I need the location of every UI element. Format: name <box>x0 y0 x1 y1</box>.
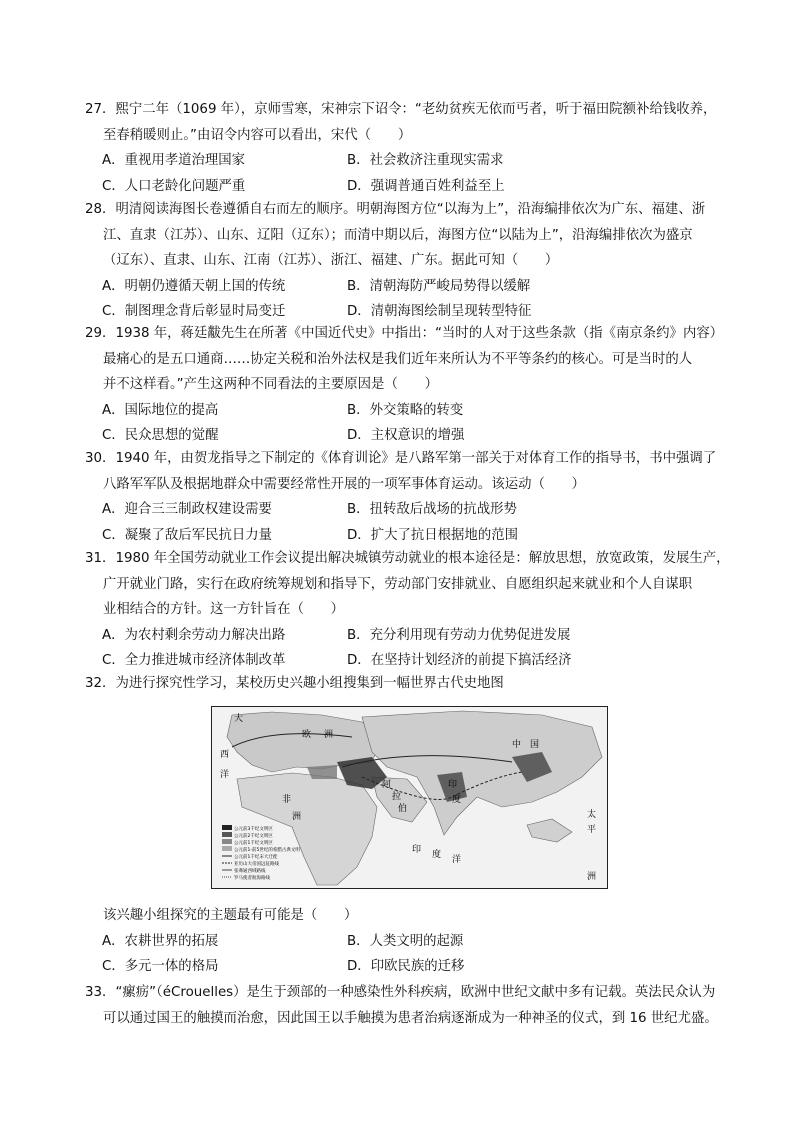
legend-swatch <box>222 839 232 844</box>
map-label: 国 <box>530 740 540 750</box>
legend-swatch <box>222 846 232 851</box>
question-number: 33． <box>85 985 116 1000</box>
question-stem-line: 并不这样看。”产生这两种不同看法的主要原因是（ ） <box>103 377 439 392</box>
option-c[interactable]: C．民众思想的觉醒 <box>102 428 219 443</box>
question-stem-line: 至春稍暖则止。”由诏令内容可以看出，宋代（ ） <box>103 127 412 143</box>
legend-item: 公元前3千纪文明区 <box>234 827 273 832</box>
question-stem-line: 明清阅读海图长卷遵循自右而左的顺序。明朝海图方位“以海为上”，沿海编排依次为广东、福建、浙 <box>115 202 706 217</box>
option-a[interactable]: A．迎合三三制政权建设需要 <box>102 502 272 517</box>
map-label: 洋 <box>452 855 462 865</box>
map-graphic <box>212 707 607 888</box>
map-label: 洲 <box>324 730 334 740</box>
map-label: 非 <box>282 795 292 805</box>
map-label: 中 <box>512 740 522 750</box>
question-30 <box>85 446 725 548</box>
map-label: 太 <box>587 810 597 820</box>
question-27 <box>85 97 725 199</box>
option-a[interactable]: A．重视用孝道治理国家 <box>102 153 246 168</box>
legend-item: 公元前1-前5世纪的希腊古典文明 <box>234 848 300 853</box>
map-label: 大 <box>234 714 244 724</box>
map-label: 伯 <box>398 804 408 814</box>
question-stem-line: 为进行探究性学习，某校历史兴趣小组搜集到一幅世界古代史地图 <box>115 676 504 691</box>
question-stem-line: 江、直隶（江苏）、山东、辽阳（辽东）；而清中期以后，海图方位“以陆为上”，沿海编排依次为盛京 <box>103 227 693 243</box>
question-number: 28． <box>85 202 116 217</box>
question-stem-line: 该兴趣小组探究的主题最有可能是（ ） <box>103 908 358 923</box>
option-d[interactable]: D．主权意识的增强 <box>347 428 465 443</box>
option-d[interactable]: D．清朝海图绘制呈现转型特征 <box>347 304 532 319</box>
options <box>85 274 725 325</box>
map-label: 印 <box>448 780 458 790</box>
question-stem-line: 八路军军队及根据地群众中需要经常性开展的一项军事体育运动。该运动（ ） <box>103 476 586 492</box>
map-label: 平 <box>587 825 597 835</box>
option-b[interactable]: B．外交策略的转变 <box>347 402 464 418</box>
legend-item: 公元前1千纪文明区 <box>234 841 273 846</box>
question-32 <box>85 671 725 697</box>
option-a[interactable]: A．明朝仍遵循天朝上国的传统 <box>102 278 286 294</box>
legend-item: 罗马使者航海路线 <box>234 876 270 881</box>
option-b[interactable]: B．社会救济注重现实需求 <box>347 153 504 168</box>
map-label: 西 <box>220 750 230 760</box>
options <box>85 929 725 980</box>
option-d[interactable]: D．扩大了抗日根据地的范围 <box>347 527 518 543</box>
question-stem-line: 1980 年全国劳动就业工作会议提出解决城镇劳动就业的根本途径是：解放思想，放宽政策，发展生产， <box>115 551 730 566</box>
option-b[interactable]: B．充分利用现有劳动力优势促进发展 <box>347 627 571 643</box>
civilization-zone-mediterranean <box>307 765 337 779</box>
question-stem-line: 可以通过国王的触摸而治愈，因此国王以手触摸为患者治病逐渐成为一种神圣的仪式，到 16 世纪尤盛。 <box>103 1010 718 1026</box>
question-33 <box>85 980 725 1031</box>
question-28 <box>85 197 725 325</box>
options <box>85 497 725 548</box>
options <box>85 623 725 674</box>
option-d[interactable]: D．在坚持计划经济的前提下搞活经济 <box>347 653 572 668</box>
option-d[interactable]: D．强调普通百姓利益至上 <box>347 178 505 194</box>
option-b[interactable]: B．清朝海防严峻局势得以缓解 <box>347 278 531 294</box>
option-a[interactable]: A．为农村剩余劳动力解决出路 <box>102 627 286 643</box>
map-label: 度 <box>432 850 442 860</box>
option-a[interactable]: A．农耕世界的拓展 <box>102 933 219 949</box>
question-stem-line: （辽东）、直隶、山东、江南（江苏）、浙江、福建、广东。据此可知（ ） <box>103 253 559 268</box>
question-number: 29． <box>85 326 116 341</box>
question-number: 31． <box>85 551 116 566</box>
question-stem-line: 1940 年，由贺龙指导之下制定的《体育训论》是八路军第一部关于对体育工作的指导书，书中强调了 <box>115 451 717 466</box>
map-label: 度 <box>452 795 462 805</box>
world-ancient-history-map <box>211 706 608 889</box>
question-stem-line: 最痛心的是五口通商……协定关税和治外法权是我们近年来所认为不平等条约的核心。可是当时的人 <box>103 351 693 367</box>
options <box>85 398 725 449</box>
option-a[interactable]: A．国际地位的提高 <box>102 402 219 418</box>
option-c[interactable]: C．全力推进城市经济体制改革 <box>102 653 286 668</box>
question-number: 27． <box>85 102 116 117</box>
legend-item: 亚历山大帝国远征路线 <box>234 862 279 867</box>
question-stem-line: 1938 年，蒋廷黻先生在所著《中国近代史》中指出：“当时的人对于这些条款（指《南京条约》内容） <box>115 326 724 341</box>
question-29 <box>85 321 725 449</box>
map-label: 阿 <box>382 780 392 790</box>
question-stem-line: 业相结合的方针。这一方针旨在（ ） <box>103 602 345 617</box>
map-label: 洲 <box>292 812 302 822</box>
question-number: 30． <box>85 451 116 466</box>
legend-item: 公元前2千纪文明区 <box>234 834 273 839</box>
map-label: 洋 <box>220 770 230 780</box>
question-31 <box>85 546 730 674</box>
option-b[interactable]: B．人类文明的起源 <box>347 933 464 949</box>
option-d[interactable]: D．印欧民族的迁移 <box>347 959 465 974</box>
map-label: 洲 <box>587 872 597 882</box>
option-c[interactable]: C．人口老龄化问题严重 <box>102 178 246 194</box>
question-stem-line: 广开就业门路，实行在政府统筹规划和指导下，劳动部门安排就业、自愿组织起来就业和个人自谋职 <box>103 576 693 592</box>
legend-swatch <box>222 825 232 830</box>
question-stem-line: “瘰疬”（éCrouelles）是生于颈部的一种感染性外科疾病，欧洲中世纪文献中多有记载。英法民众认为 <box>115 985 716 1000</box>
question-32-continued <box>85 903 725 980</box>
legend-item: 张骞通西域路线 <box>234 869 266 874</box>
legend-swatch <box>222 832 232 837</box>
option-c[interactable]: C．凝聚了敌后军民抗日力量 <box>102 527 273 543</box>
option-c[interactable]: C．制图理念背后彰显时局变迁 <box>102 304 286 319</box>
question-stem-line: 熙宁二年（1069 年），京师雪寒，宋神宗下诏令：“老幼贫疾无依而丐者，听于福田院额补给钱收养， <box>115 102 717 117</box>
options <box>85 148 725 199</box>
question-number: 32． <box>85 676 116 691</box>
map-label: 拉 <box>392 792 402 802</box>
option-b[interactable]: B．扭转敌后战场的抗战形势 <box>347 502 517 517</box>
map-label: 欧 <box>302 730 312 740</box>
legend-item: 公元前1千纪末大迁徙 <box>234 855 278 860</box>
map-label: 印 <box>412 845 422 855</box>
option-c[interactable]: C．多元一体的格局 <box>102 959 219 974</box>
